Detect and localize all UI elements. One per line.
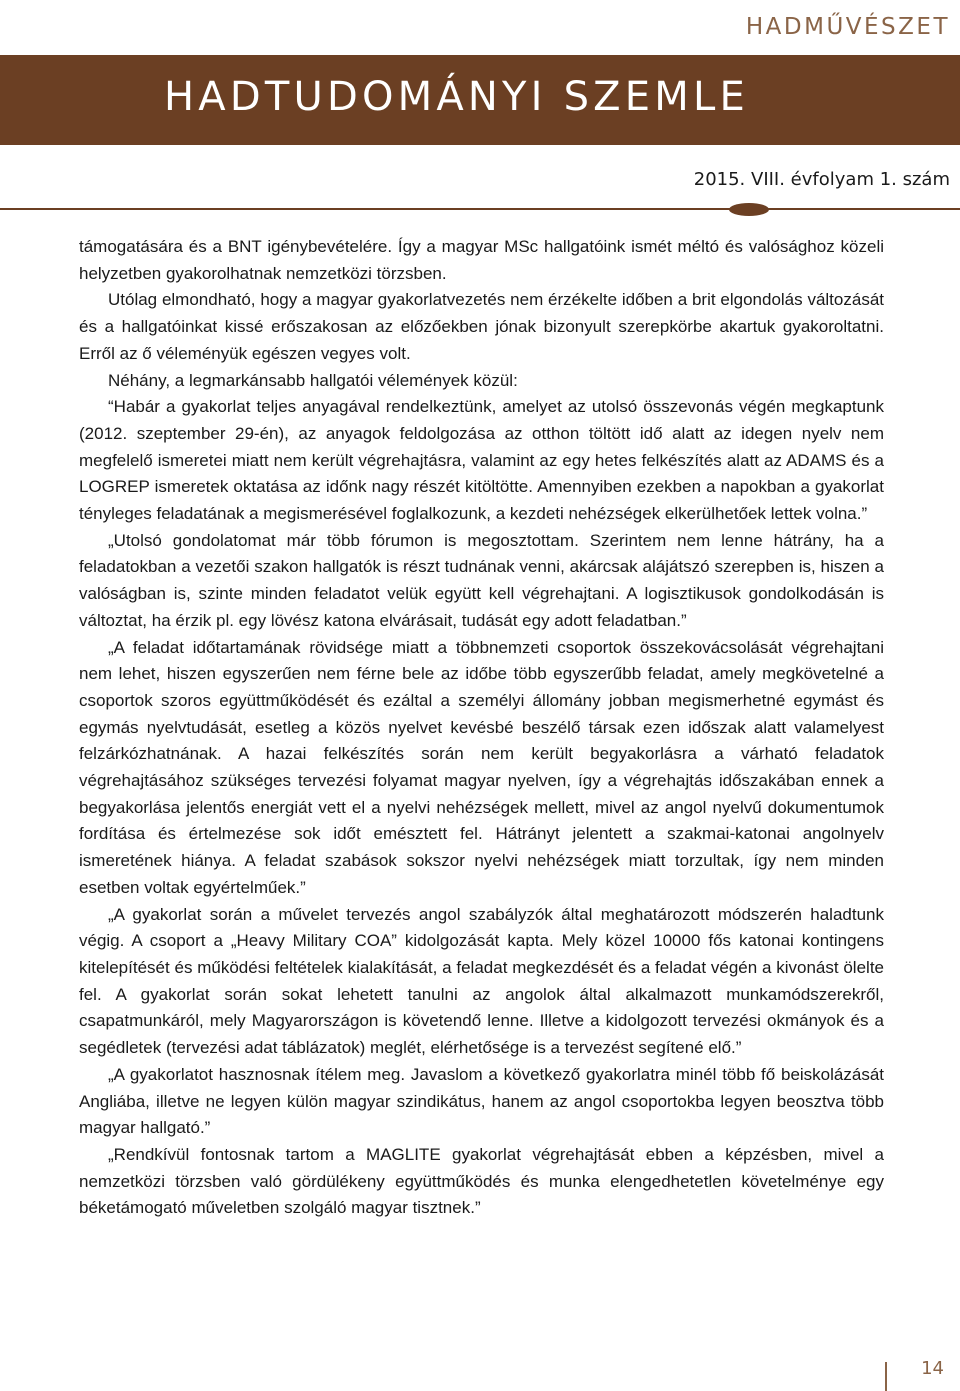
quote-paragraph: „A feladat időtartamának rövidsége miatt a többnemzeti csoportok összekovácsolását végrehajtani nem lehet, hiszen egyszerűen nem férne bele az időbe több egyszerűbb feladat, amely megkövetelné a csoportok szoros együttműködését és ezáltal a személyi állomány jobban megismerhetné egymást és egymás nyelvtudását, esetleg a közös nyelvet kevésbé beszélő társak ezen időszak alatt valamelyest felzárkózhatnának. A hazai felkészítés során nem került begyakorlásra a várható feladatok végrehajtásához szükséges tervezési folyamat magyar nyelven, így a végrehajtás időszakában ennek a begyakorlása jelentős energiát vett el a nyelvi nehézségek mellett, mivel az angol nyelvű dokumentumok fordítása és értelmezése sok időt emésztett fel. Hátrányt jelentett a szakmai-katonai angolnyelv ismeretének hiánya. A feladat szabások sokszor nyelvi nehézségek miatt torzultak, így nem minden esetben voltak egyértelműek.” <box>79 637 884 897</box>
paragraph: támogatására és a BNT igénybevételére. Így a magyar MSc hallgatóink ismét méltó és valósághoz közeli helyzetben gyakorolhatnak nemzetközi törzsben. <box>79 237 884 283</box>
journal-title: HADTUDOMÁNYI SZEMLE <box>164 74 749 120</box>
page-number-bar <box>885 1362 887 1391</box>
quote-paragraph: „A gyakorlat során a művelet tervezés angol szabályzók által meghatározott módszerén haladtunk végig. A csoport a „Heavy Military COA” kidolgozását kapta. Mely közel 10000 fős katonai kontingens kitelepítését és működési feltételek kialakítását, a feladat megkezdését és a feladat végén a kivonást ölelte fel. A gyakorlat során sokat lehetett tanulni az angolok által alkalmazott munkamódszerekről, csapatmunkáról, mely Magyarországon is követendő lenne. Illetve a kidolgozott tervezési okmányok és a segédletek (tervezési adat táblázatok) meglét, elérhetősége is a tervezést segítené elő.” <box>79 904 884 1058</box>
quote-paragraph: „A gyakorlatot hasznosnak ítélem meg. Javaslom a következő gyakorlatra minél több fő beiskolázását Angliába, illetve ne legyen külön magyar szindikátus, hanem az angol csoportokba legyen beosztva több magyar hallgató.” <box>79 1064 884 1138</box>
paragraph: Néhány, a legmarkánsabb hallgatói vélemények közül: <box>108 370 518 390</box>
page-number: 14 <box>921 1358 944 1379</box>
article-body <box>79 234 884 1222</box>
paragraph: Utólag elmondható, hogy a magyar gyakorlatvezetés nem érzékelte időben a brit elgondolás változását és a hallgatóinkat kissé erőszakosan az előzőekben jónak bizonyult szerepkörbe akartuk gyakoroltatni. Erről az ő véleményük egészen vegyes volt. <box>79 290 884 363</box>
quote-paragraph: “Habár a gyakorlat teljes anyagával rendelkeztünk, amelyet az utolsó összevonás végén megkaptunk (2012. szeptember 29-én), az anyagok feldolgozása az otthon töltött idő alatt az idegen nyelv nem megfelelő ismeretei miatt nem került végrehajtásra, valamint az egy hetes felkészítés alatt az ADAMS és a LOGREP ismeretek oktatása az időnk nagy részét kitöltötte. Amennyiben ezekben a napokban a gyakorlat tényleges feladatának a megismerésével foglalkozunk, a kezdeti nehézségek elkerülhetőek lettek volna.” <box>79 397 884 524</box>
quote-paragraph: „Rendkívül fontosnak tartom a MAGLITE gyakorlat végrehajtását ebben a képzésben, mivel a nemzetközi törzsben való gördülékeny együttműködés és munka elengedhetetlen követelménye egy béketámogató műveletben szolgáló magyar tisztnek.” <box>79 1144 884 1218</box>
ornament-icon <box>729 203 769 216</box>
quote-paragraph: „Utolsó gondolatomat már több fórumon is megosztottam. Szerintem nem lenne hátrány, ha a feladatokban a vezetői szakon hallgatók is részt tudnának venni, akárcsak alájátszó szerepben is, hiszen a valóságban is, szinte minden feladatot velük együtt kell végrehajtani. A logisztikusok gondolkodásán is változtat, ha érzik pl. egy lövész katona elvárásait, tudását egy adott feladatban.” <box>79 530 884 630</box>
issue-label: 2015. VIII. évfolyam 1. szám <box>693 169 950 190</box>
section-label: HADMŰVÉSZET <box>745 14 950 40</box>
header-rule <box>0 208 960 210</box>
